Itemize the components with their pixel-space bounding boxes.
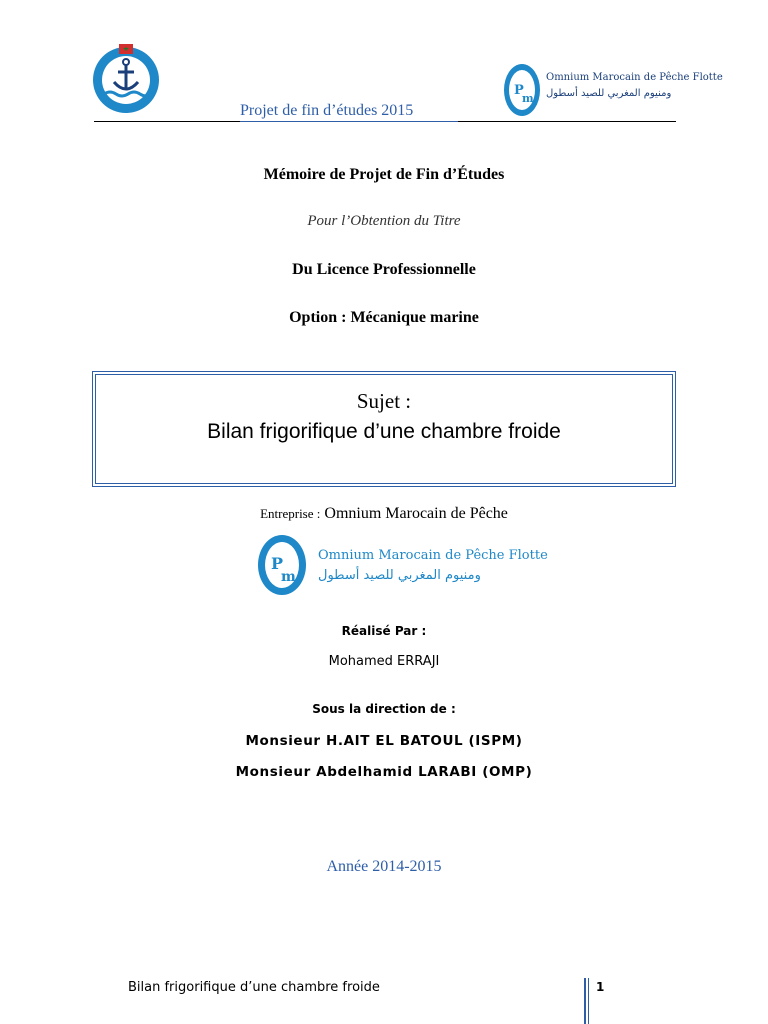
svg-text:P: P bbox=[514, 83, 524, 98]
licence-line: Du Licence Professionnelle bbox=[292, 261, 476, 278]
company-prefix: Entreprise : bbox=[260, 506, 321, 521]
obtention-subtitle: Pour l’Obtention du Titre bbox=[307, 213, 461, 229]
company-name: Omnium Marocain de Pêche bbox=[324, 505, 508, 522]
omp-logo-body bbox=[252, 531, 548, 599]
footer-title: Bilan frigorifique d’une chambre froide bbox=[128, 980, 380, 995]
omp-logo-header bbox=[500, 60, 723, 120]
memoire-title: Mémoire de Projet de Fin d’Études bbox=[263, 166, 505, 183]
header-title-underline bbox=[240, 121, 458, 122]
header-rule bbox=[458, 121, 676, 122]
svg-text:P: P bbox=[271, 554, 284, 573]
option-line: Option : Mécanique marine bbox=[289, 309, 479, 326]
omp-logo-name-arabic: ومنيوم المغربي للصيد أسطول bbox=[546, 88, 672, 99]
header-rule bbox=[94, 121, 240, 122]
omp-logo-name: Omnium Marocain de Pêche Flotte bbox=[546, 72, 723, 83]
author-name: Mohamed ERRAJI bbox=[328, 654, 440, 669]
subject-label: Sujet : bbox=[356, 389, 412, 413]
header-title: Projet de fin d’études 2015 bbox=[240, 102, 414, 119]
academic-year: Année 2014-2015 bbox=[326, 858, 442, 875]
svg-text:m: m bbox=[281, 569, 296, 585]
svg-text:m: m bbox=[522, 92, 534, 105]
ispm-logo bbox=[88, 42, 164, 114]
footer-rule bbox=[584, 978, 586, 1024]
subject-title: Bilan frigorifique d’une chambre froide bbox=[207, 420, 561, 443]
omp-logo-name: Omnium Marocain de Pêche Flotte bbox=[318, 548, 548, 563]
author-label: Réalisé Par : bbox=[341, 624, 427, 638]
director-name: Monsieur Abdelhamid LARABI (OMP) bbox=[235, 764, 533, 780]
page-number: 1 bbox=[596, 980, 605, 994]
direction-label: Sous la direction de : bbox=[312, 702, 456, 716]
footer-rule bbox=[588, 978, 589, 1024]
omp-logo-name-arabic: ومنيوم المغربي للصيد أسطول bbox=[318, 568, 481, 583]
director-name: Monsieur H.AIT EL BATOUL (ISPM) bbox=[245, 733, 523, 749]
company-line bbox=[0, 505, 768, 523]
